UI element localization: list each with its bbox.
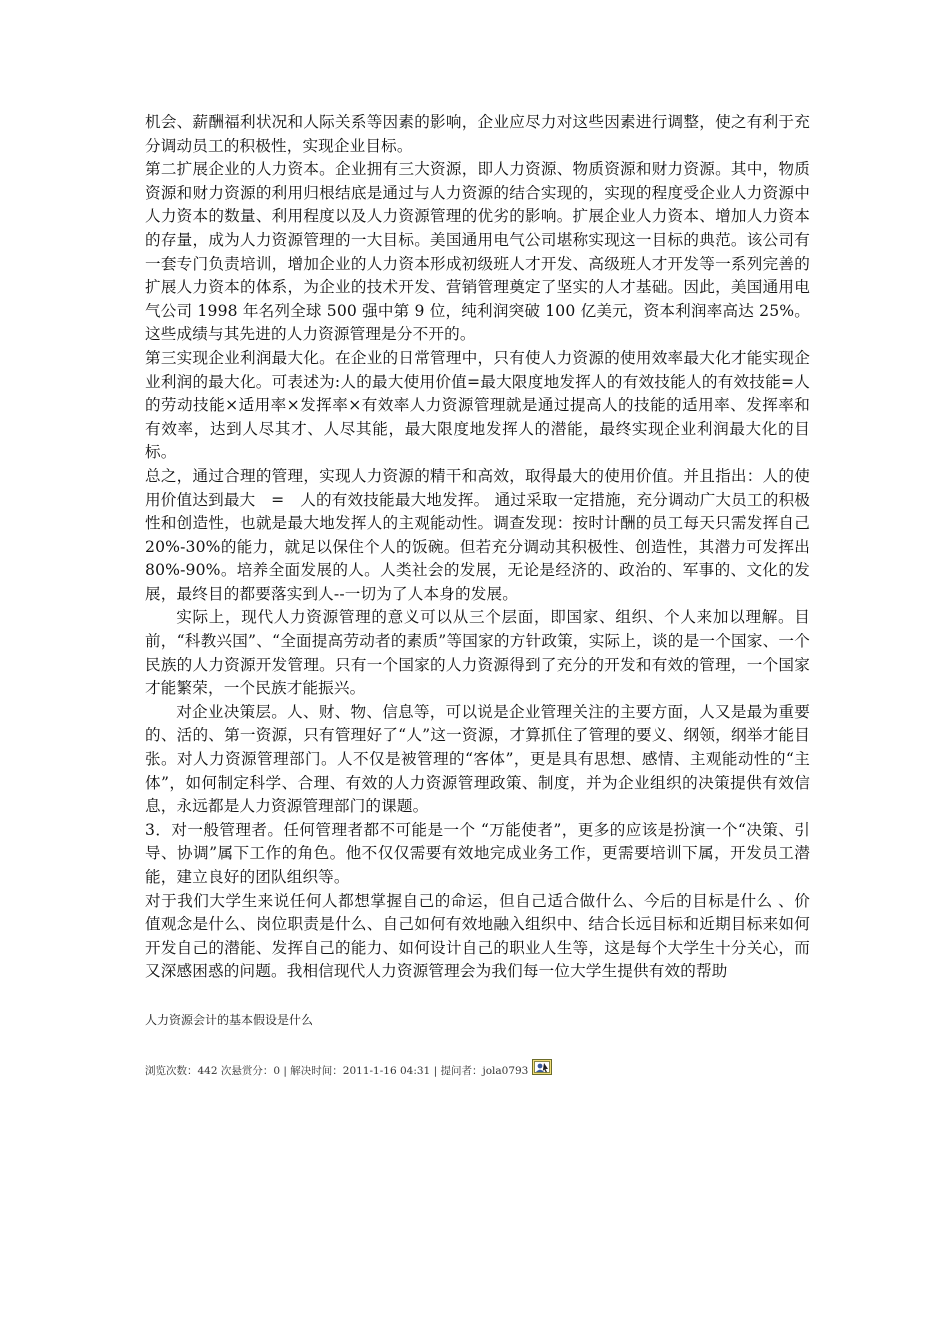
paragraph-1: 机会、薪酬福利状况和人际关系等因素的影响，企业应尽力对这些因素进行调整，使之有利于充分调动员工的积极性，实现企业目标。 — [145, 113, 810, 155]
paragraph-2: 第二扩展企业的人力资本。企业拥有三大资源，即人力资源、物质资源和财力资源。其中，物质资源和财力资源的利用归根结底是通过与人力资源的结合实现的，实现的程度受企业人力资源中人力资本的数量、利用程度以及人力资源管理的优劣的影响。扩展企业人力资本、增加人力资本的存量，成为人力资源管理的一大目标。美国通用电气公司堪称实现这一目标的典范。该公司有一套专门负责培训，增加企业的人力资本形成初级班人才开发、高级班人才开发等一系列完善的扩展人力资本的体系，为企业的技术开发、营销管理奠定了坚实的人才基础。因此，美国通用电气公司 1998 年名列全球 500 强中第 9 位，纯利润突破 100 亿美元，资本利润率高达 25%。这些成绩与其先进的人力资源管理是分不开的。 — [145, 160, 810, 344]
paragraph-4: 总之，通过合理的管理，实现人力资源的精干和高效，取得最大的使用价值。并且指出：人的使用价值达到最大 = 人的有效技能最大地发挥。 通过采取一定措施，充分调动广大员工的积极性和创造性，也就是最大地发挥人的主观能动性。调查发现：按时计酬的员工每天只需发挥自己 20%-30%的能力，就足以保住个人的饭碗。但若充分调动其积极性、创造性，其潜力可发挥出 80%-90%。培养全面发展的人。人类社会的发展，无论是经济的、政治的、军事的、文化的发展，最终目的都要落实到人--一切为了人本身的发展。 — [145, 466, 810, 603]
document-page — [145, 111, 810, 1078]
paragraph-7: 3．对一般管理者。任何管理者都不可能是一个 “万能使者”，更多的应该是扮演一个“决策、引导、协调”属下工作的角色。他不仅仅需要有效地完成业务工作，更需要培训下属，开发员工潜能，建立良好的团队组织等。 — [145, 820, 810, 886]
paragraph-6: 对企业决策层。人、财、物、信息等，可以说是企业管理关注的主要方面，人又是最为重要的、活的、第一资源，只有管理好了“人”这一资源，才算抓住了管理的要义、纲领，纲举才能目张。对人力资源管理部门。人不仅是被管理的“客体”，更是具有思想、感情、主观能动性的“主体”，如何制定科学、合理、有效的人力资源管理政策、制度，并为企业组织的决策提供有效信息，永远都是人力资源管理部门的课题。 — [145, 702, 810, 816]
paragraph-3: 第三实现企业利润最大化。在企业的日常管理中，只有使人力资源的使用效率最大化才能实现企业利润的最大化。可表述为:人的最大使用价值=最大限度地发挥人的有效技能人的有效技能=人的劳动技能×适用率×发挥率×有效率人力资源管理就是通过提高人的技能的适用率、发挥率和有效率，达到人尽其才、人尽其能，最大限度地发挥人的潜能，最终实现企业利润最大化的目标。 — [145, 348, 810, 462]
question-meta-text: 浏览次数：442 次悬赏分：0 | 解决时间：2011-1-16 04:31 | 提问者：jola0793 — [145, 1064, 529, 1077]
user-info-icon[interactable] — [532, 1059, 552, 1075]
question-meta — [145, 1062, 810, 1078]
question-title: 人力资源会计的基本假设是什么 — [145, 1012, 314, 1027]
paragraph-5: 实际上，现代人力资源管理的意义可以从三个层面，即国家、组织、个人来加以理解。目前，“科教兴国”、“全面提高劳动者的素质”等国家的方针政策，实际上，谈的是一个国家、一个民族的人力资源开发管理。只有一个国家的人力资源得到了充分的开发和有效的管理，一个国家才能繁荣，一个民族才能振兴。 — [145, 608, 810, 698]
article-body — [145, 111, 810, 984]
paragraph-8: 对于我们大学生来说任何人都想掌握自己的命运，但自己适合做什么、今后的目标是什么 、价值观念是什么、岗位职责是什么、自己如何有效地融入组织中、结合长远目标和近期目标来如何开发自己的潜能、发挥自己的能力、如何设计自己的职业人生等，这是每个大学生十分关心，而又深感困惑的问题。我相信现代人力资源管理会为我们每一位大学生提供有效的帮助 — [145, 891, 810, 981]
